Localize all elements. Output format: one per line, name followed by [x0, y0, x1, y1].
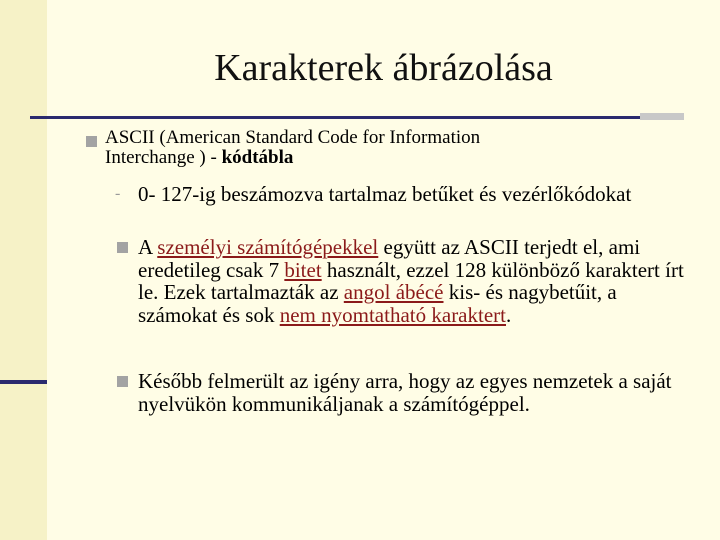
bullet-text-line1: ASCII (American Standard Code for Information: [105, 127, 481, 148]
dash-bullet-icon: -: [115, 185, 121, 202]
bullet-text: [105, 128, 646, 168]
subitem-text-part: .: [506, 302, 512, 327]
square-bullet-icon: [117, 242, 128, 253]
link-nem-nyomtathato-karakter[interactable]: nem nyomtatható karaktert: [279, 302, 506, 327]
bullet-text-line2: Interchange ) -: [105, 147, 222, 168]
link-bit[interactable]: bitet: [284, 257, 322, 282]
square-bullet-icon: [117, 376, 128, 387]
link-angol-abece[interactable]: angol ábécé: [343, 280, 444, 304]
subitem-range: [115, 183, 685, 206]
subitem-text: Később felmerült az igény arra, hogy az egyes nemzetek a saját nyelvükön kommunikáljanak a számítógéppel.: [138, 369, 672, 416]
bullet-item-ascii: [86, 128, 646, 168]
subitem-text-part: használt, ezzel 128 különböző karaktert írt le. Ezek tartalmazták az: [138, 257, 684, 304]
slide-title: Karakterek ábrázolása: [214, 47, 553, 89]
subitem-text-part: együtt az ASCII terjedt el, ami eredetileg csak 7: [138, 235, 641, 282]
title-divider-accent: [640, 113, 684, 120]
slide-left-band: [0, 0, 47, 540]
square-bullet-icon: [86, 136, 97, 147]
subitem-text: [138, 236, 685, 326]
link-szemelyi-szamitogep[interactable]: személyi számítógépekkel: [157, 235, 379, 259]
slide-left-accent-bar: [0, 380, 47, 384]
subitem-text-part: A: [138, 235, 158, 259]
subitem-text-part: kis- és nagybetűit, a számokat és sok: [138, 280, 617, 327]
subitem-text: 0- 127-ig beszámozva tartalmaz betűket és vezérlőkódokat: [138, 182, 632, 206]
subitem-ascii-history: [115, 236, 685, 326]
bullet-text-bold: kódtábla: [221, 147, 294, 168]
title-divider-line: [30, 116, 640, 119]
subitem-national-needs: [115, 370, 685, 415]
